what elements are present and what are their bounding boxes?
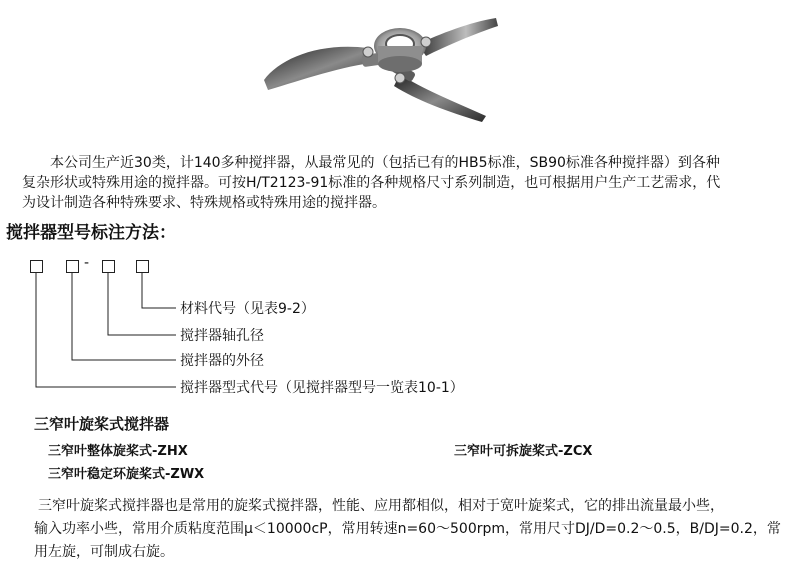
intro-line-1: 本公司生产近30类，计140多种搅拌器，从最常见的（包括已有的HB5标准，SB90标准各种搅拌器）到各种 [50,155,720,171]
type-zcx: 三窄叶可拆旋桨式-ZCX [454,444,593,459]
type-zwx: 三窄叶稳定环旋桨式-ZWX [48,467,205,482]
propeller-icon [250,8,510,123]
shaft-bore-box [102,260,115,273]
intro-line-2: 复杂形状或特殊用途的搅拌器。可按H/T2123-91标准的各种规格尺寸系列制造，也可根据用户生产工艺需求，代 [22,175,721,191]
type-code-label: 搅拌器型式代号（见搅拌器型号一览表10-1） [180,380,464,396]
type-zhx: 三窄叶整体旋桨式-ZHX [48,444,188,459]
section-description [34,495,781,564]
desc-line-1: 三窄叶旋桨式搅拌器也是常用的旋桨式搅拌器，性能、应用都相似，相对于宽叶旋桨式，它的排出流量最小些， [38,498,724,514]
desc-line-3: 用左旋，可制成右旋。 [34,544,174,560]
agitator-product-image [250,8,510,123]
model-notation-diagram [28,255,588,398]
outer-diameter-box [66,260,79,273]
intro-paragraph [22,153,720,213]
material-code-label: 材料代号（见表9-2） [180,301,315,317]
desc-line-2: 输入功率小些，常用介质粘度范围μ＜10000cP，常用转速n=60～500rpm，常用尺寸DJ/D=0.2～0.5，B/DJ=0.2，常 [34,521,781,537]
material-code-box [136,260,149,273]
outer-diameter-label: 搅拌器的外径 [180,353,264,369]
shaft-bore-label: 搅拌器轴孔径 [180,328,264,344]
notation-heading: 搅拌器型号标注方法： [6,223,176,243]
intro-line-3: 为设计制造各种特殊要求、特殊规格或特殊用途的搅拌器。 [22,195,386,211]
section-title: 三窄叶旋桨式搅拌器 [34,415,170,433]
type-code-box [30,260,43,273]
separator-dash: - [84,255,90,271]
